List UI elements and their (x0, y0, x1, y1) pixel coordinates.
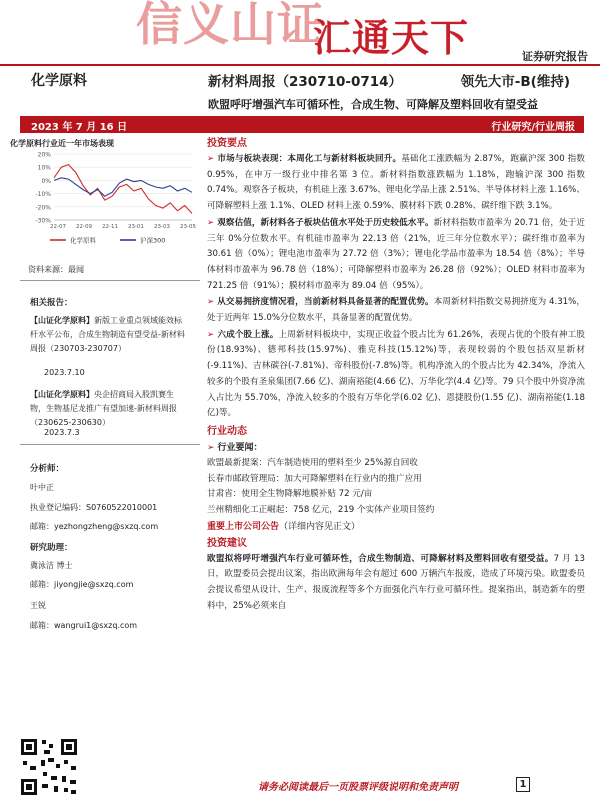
advice-paragraph (207, 552, 585, 615)
chart-x-tick: 22-07 (50, 224, 66, 230)
point-stocks (207, 328, 585, 422)
industry-news-label: 行业要闻： (217, 442, 263, 453)
qr-code-icon (18, 736, 80, 798)
company-heading: 重要上市公司公告 (207, 521, 280, 532)
industry-heading: 行业动态 (207, 425, 247, 437)
date-band (20, 116, 584, 133)
arrow-bullet-icon: ➢ (207, 217, 215, 228)
related-report-1-text: 新版工业重点领域能效标杆水平公布，合成生物制造有望受益-新材料周报（230703-230707） (30, 316, 185, 353)
assistant1-name: 冀泳洁 博士 (30, 561, 73, 570)
chart-y-tick: 10% (37, 164, 51, 172)
header-divider (0, 64, 600, 66)
rating-label: 领先大市-B(维持) (460, 74, 570, 90)
analyst-heading: 分析师： (30, 464, 65, 474)
chart-y-tick: -30% (35, 217, 51, 225)
related-report-2[interactable] (30, 388, 188, 430)
industry-news-heading (207, 440, 585, 456)
point-crowding (207, 295, 585, 326)
report-title: 新材料周报（230710-0714） (208, 74, 403, 90)
assistant1-email[interactable]: 邮箱：jiyongjie@sxzq.com (30, 580, 134, 589)
brand-slogan-left: 信义山证 (136, 0, 324, 51)
point-valuation (207, 216, 585, 295)
related-report-1-prefix: 【山证化学原料】 (30, 316, 94, 325)
news-item[interactable]: 甘肃省：使用全生物降解地膜补贴 72 元/亩 (207, 489, 373, 500)
invest-heading: 投资要点 (207, 138, 247, 149)
left-divider (20, 280, 200, 281)
point-market (207, 152, 585, 215)
chart-series-line-1 (54, 165, 192, 214)
chart-title: 化学原料行业近一年市场表现 (10, 139, 114, 148)
related-report-1[interactable] (30, 314, 188, 356)
market-performance-chart (20, 150, 200, 250)
arrow-bullet-icon: ➢ (207, 442, 215, 453)
chart-x-tick: 23-05 (180, 224, 196, 230)
point-valuation-bold: 观察估值，新材料各子板块估值水平处于历史较低水平。 (217, 217, 434, 228)
chart-y-tick: -10% (35, 191, 51, 199)
company-announcements (207, 519, 585, 536)
page-number: 1 (516, 777, 530, 792)
chart-x-tick: 22-09 (76, 224, 92, 230)
chart-y-tick: 20% (37, 151, 51, 159)
advice-bold: 欧盟拟将呼吁增强汽车行业可循环性，合成生物制造、可降解材料及塑料回收有望受益。 (207, 553, 554, 564)
chart-legend-label: 沪深300 (140, 236, 166, 245)
brand-slogan-right: 汇通天下 (313, 15, 470, 60)
news-item[interactable]: 欧盟最新提案：汽车制造使用的塑料至少 25%源自回收 (207, 457, 418, 468)
related-report-1-date: 2023.7.10 (44, 368, 85, 377)
arrow-bullet-icon: ➢ (207, 329, 215, 340)
company-note: （详细内容见正文） (279, 521, 361, 532)
related-report-2-text: 央企招商局入股凯赛生物，生物基尼龙推广有望加速-新材料周报（230625-230630） (30, 390, 177, 427)
report-type: 证券研究报告 (522, 50, 588, 63)
assistant2-name: 王锐 (30, 601, 46, 610)
main-content (207, 136, 585, 616)
chart-x-tick: 23-01 (128, 224, 144, 230)
chart-x-tick: 23-03 (154, 224, 170, 230)
assistant-heading: 研究助理： (30, 543, 73, 553)
arrow-bullet-icon: ➢ (207, 154, 215, 164)
point-valuation-text: 新材料指数市盈率为 20.71 倍，处于近三年 0%分位数水平。有机硅市盈率为 22.13 倍（21%，近三年分位数水平）；碳纤维市盈率为 30.61 倍（0%）；锂电池市盈率为 27.72 倍（3%）；锂电化学品市盈率为 18.54 倍（8%）；半导体材料市盈率为 96.78 倍（18%）；可降解塑料市盈率为 26.28 倍（92%）；OLED 材料市盈率为 721.25 倍（91%）；膜材料市盈率为 89.04 倍（95%）。 (207, 217, 585, 291)
news-item[interactable]: 兰州精细化工正崛起：758 亿元，219 个实体产业项目签约 (207, 505, 435, 516)
chart-y-tick: -20% (35, 204, 51, 212)
disclaimer-text: 请务必阅读最后一页股票评级说明和免责声明 (258, 782, 458, 793)
report-subtitle: 欧盟呼吁增强汽车可循环性，合成生物、可降解及塑料回收有望受益 (208, 98, 538, 111)
left-divider (20, 444, 200, 445)
point-market-text: 基础化工涨跌幅为 2.87%，跑赢沪深 300 指数 0.95%，在申万一级行业中排名第 3 位。新材料指数涨跌幅为 1.18%，跑输沪深 300 指数 0.74%。观察各子板块，有机硅上涨 3.67%、锂电化学品上涨 2.51%、半导体材料上涨 1.16%、可降解塑料上涨 1.1%、OLED 材料上涨 0.59%、膜材料下跌 0.28%、碳纤维下跌 3.1%。 (207, 154, 585, 212)
chart-x-tick: 22-11 (102, 224, 118, 230)
report-category: 行业研究/行业周报 (491, 122, 575, 133)
chart-source: 资料来源：最闻 (28, 265, 84, 274)
arrow-bullet-icon: ➢ (207, 297, 215, 308)
assistant2-email[interactable]: 邮箱：wangrui1@sxzq.com (30, 621, 138, 630)
related-report-2-prefix: 【山证化学原料】 (30, 390, 94, 399)
analyst-name: 叶中正 (30, 483, 54, 492)
point-market-bold: 市场与板块表现：本周化工与新材料板块回升。 (217, 154, 402, 164)
analyst-email[interactable]: 邮箱：yezhongzheng@sxzq.com (30, 522, 159, 531)
analyst-cert: 执业登记编码：S0760522010001 (30, 503, 158, 512)
related-reports-heading: 相关报告： (30, 298, 73, 308)
chart-y-tick: 0% (41, 177, 51, 185)
point-crowding-text: 本周新材料指数交易拥挤度为 4.31%，处于近两年 15.0%分位数水平，具备显著的配置优势。 (207, 297, 585, 324)
sector-label: 化学原料 (31, 73, 87, 89)
report-date: 2023 年 7 月 16 日 (31, 122, 128, 133)
chart-legend-label: 化学原料 (70, 236, 96, 245)
point-stocks-text: 上周新材料板块中，实现正收益个股占比为 61.26%，表现占优的个股有神工股份(18.93%)、德邦科技(15.97%)、雅克科技(15.12%)等，表现较弱的个股包括双星新材(-9.11%)、吉林碳谷(-7.81%)、帝科股份(-7.8%)等。机构净流入的个股占比为 42.34%，净流入较多的个股有圣泉集团(7.66 亿)、湖南裕能(4.66 亿)、万华化学(4.4 亿)等。79 只个股中外资净流入占比为 55.70%，净流入较多的个股有万华化学(6.02 亿)、恩捷股份(1.55 亿)、湖南裕能(1.18 亿)等。 (207, 329, 585, 419)
related-report-2-date: 2023.7.3 (44, 428, 80, 437)
advice-heading: 投资建议 (207, 537, 247, 549)
news-item[interactable]: 长春市邮政管理局：加大可降解塑料在行业内的推广应用 (207, 473, 422, 484)
point-crowding-bold: 从交易拥挤度情况看，当前新材料具备显著的配置优势。 (217, 297, 434, 308)
advice-text: 7 月 13 日，欧盟委员会提出议案，指出欧洲每年会有超过 600 万辆汽车报废，造成了环境污染。欧盟委员会提议希望从设计、生产、报废流程等多个方面强化汽车行业可循环性。提案指出，制造新车的塑料中，25%必须来自 (207, 553, 585, 611)
point-stocks-bold: 六成个股上涨。 (217, 329, 279, 340)
brand-banner (0, 0, 600, 62)
